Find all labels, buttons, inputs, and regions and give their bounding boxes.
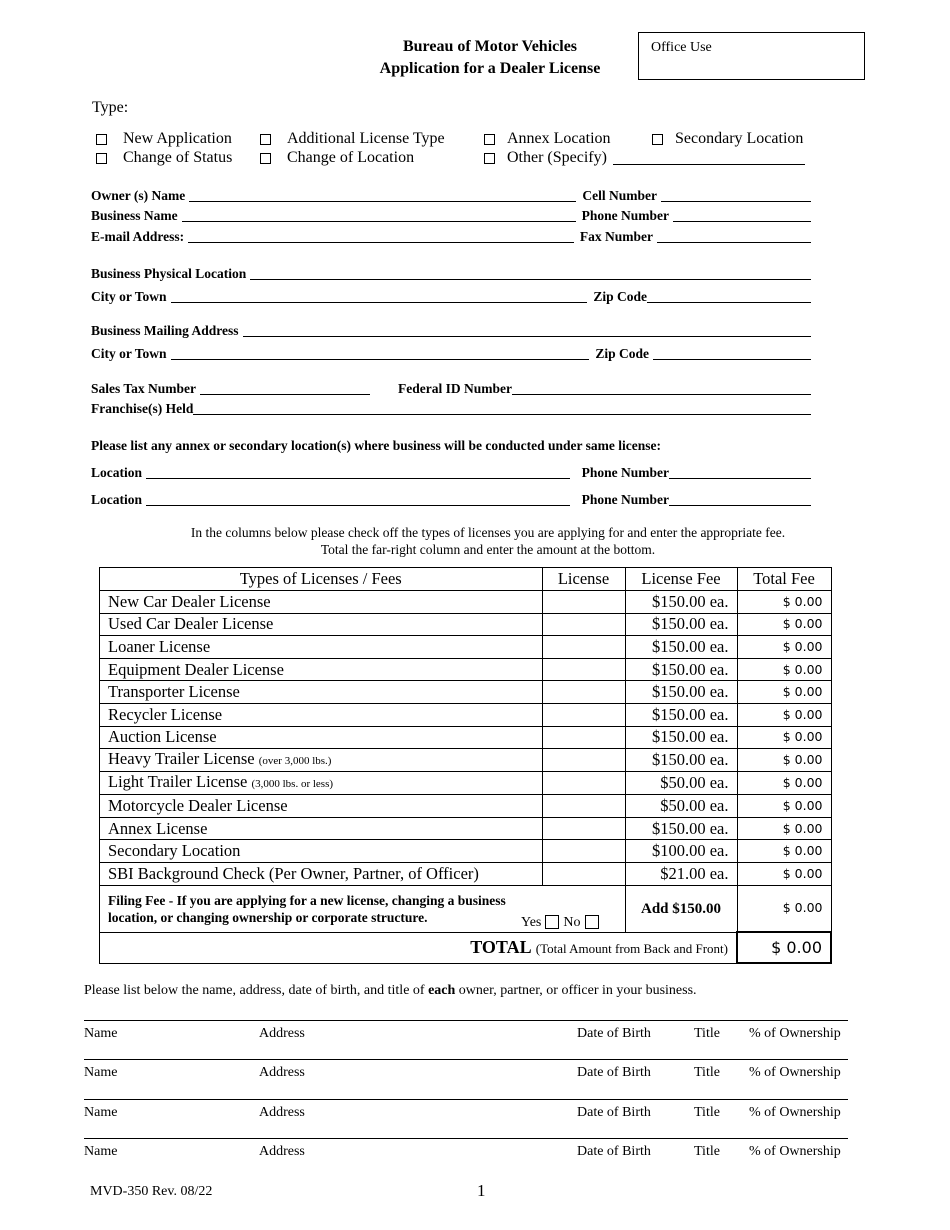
checkbox-icon[interactable] [652, 134, 663, 145]
total-fee-field[interactable]: $ 0.00 [737, 726, 831, 749]
instructions-line-1: In the columns below please check off the types of licenses you are applying for and enter the appropriate fee. [190, 525, 786, 540]
license-row [100, 658, 832, 681]
form-title [330, 36, 650, 80]
federal-id-label: Federal ID Number [398, 381, 513, 396]
business-name-label: Business Name [91, 208, 178, 223]
license-fee-table [99, 567, 832, 964]
checkbox-additional-license-type[interactable] [260, 130, 445, 148]
license-check-cell[interactable] [542, 591, 625, 614]
physical-location-label: Business Physical Location [91, 266, 247, 281]
header-license-fee: License Fee [625, 568, 737, 591]
location-label: Location [91, 465, 143, 480]
license-fee: $150.00 ea. [625, 636, 737, 659]
phone-number-label: Phone Number [581, 208, 669, 223]
annex-note: Please list any annex or secondary location(s) where business will be conducted under same license: [91, 438, 661, 453]
total-fee-field[interactable]: $ 0.00 [737, 703, 831, 726]
filing-fee-row [100, 885, 832, 932]
license-type [100, 703, 543, 726]
license-fee: $21.00 ea. [625, 862, 737, 885]
option-label: Other (Specify) [507, 149, 607, 166]
license-row [100, 681, 832, 704]
owner-column-label: Name [84, 1065, 118, 1080]
cell-number-field[interactable] [661, 188, 811, 202]
license-name: Annex License [108, 818, 208, 838]
total-fee-field[interactable]: $ 0.00 [737, 795, 831, 818]
license-row [100, 726, 832, 749]
license-fee: $50.00 ea. [625, 772, 737, 795]
license-type [100, 817, 543, 840]
header-types: Types of Licenses / Fees [100, 568, 543, 591]
license-check-cell[interactable] [542, 726, 625, 749]
total-fee-field[interactable]: $ 0.00 [737, 636, 831, 659]
license-check-cell[interactable] [542, 817, 625, 840]
owner-column-label: Date of Birth [577, 1065, 651, 1080]
location-phone-field-1[interactable] [669, 465, 811, 479]
yes-label: Yes [521, 914, 542, 930]
license-type [100, 636, 543, 659]
header-total-fee: Total Fee [737, 568, 831, 591]
zip-label: Zip Code [593, 289, 647, 304]
location-label: Location [91, 492, 143, 507]
license-check-cell[interactable] [542, 862, 625, 885]
location-phone-label: Phone Number [581, 465, 669, 480]
owner-column-label: Address [259, 1144, 305, 1159]
license-name: Equipment Dealer License [108, 659, 284, 679]
license-type [100, 772, 543, 795]
license-name: Auction License [108, 727, 217, 747]
total-fee-field[interactable]: $ 0.00 [737, 613, 831, 636]
option-label: Change of Status [123, 149, 233, 166]
filing-text-2: location, or changing ownership or corporate structure. [108, 909, 428, 925]
owner-column-label: Title [694, 1105, 720, 1120]
physical-location-field[interactable] [250, 266, 811, 280]
license-fee: $150.00 ea. [625, 726, 737, 749]
franchise-label: Franchise(s) Held [91, 401, 194, 416]
intro-text: Please list below the name, address, date of birth, and title of [84, 983, 429, 998]
checkbox-icon[interactable] [484, 153, 495, 164]
license-note: (over 3,000 lbs.) [258, 755, 332, 768]
franchise-field[interactable] [193, 401, 811, 415]
option-label: Secondary Location [675, 130, 804, 147]
filing-yes-checkbox[interactable] [545, 915, 559, 929]
option-label: Additional License Type [287, 130, 445, 147]
owner-column-label: Title [694, 1144, 720, 1159]
intro-text: owner, partner, or officer in your business. [455, 983, 697, 998]
owner-column-label: Title [694, 1065, 720, 1080]
license-name: Heavy Trailer License [108, 749, 255, 769]
office-use-box [638, 32, 865, 80]
license-type [100, 840, 543, 863]
license-fee: $150.00 ea. [625, 817, 737, 840]
federal-id-field[interactable] [512, 381, 811, 395]
checkbox-icon[interactable] [260, 153, 271, 164]
header-license: License [542, 568, 625, 591]
total-fee-field[interactable]: $ 0.00 [737, 749, 831, 772]
owner-column-label: % of Ownership [749, 1105, 841, 1120]
owner-column-label: Name [84, 1026, 118, 1041]
option-label: Annex Location [507, 130, 611, 147]
filing-no-checkbox[interactable] [585, 915, 599, 929]
filing-text-1: Filing Fee - If you are applying for a new license, changing a business [108, 892, 506, 908]
owners-intro [84, 983, 697, 999]
mailing-city-label: City or Town [91, 346, 167, 361]
license-fee: $150.00 ea. [625, 703, 737, 726]
license-type [100, 613, 543, 636]
license-name: Recycler License [108, 704, 223, 724]
license-row [100, 591, 832, 614]
no-label: No [563, 914, 581, 930]
checkbox-annex-location[interactable] [484, 130, 611, 148]
license-fee: $150.00 ea. [625, 658, 737, 681]
license-name: Transporter License [108, 682, 240, 702]
other-specify-field[interactable] [613, 151, 805, 165]
total-label: TOTAL [470, 936, 532, 957]
license-check-cell[interactable] [542, 613, 625, 636]
sales-tax-label: Sales Tax Number [91, 381, 197, 396]
license-row [100, 772, 832, 795]
total-fee-field[interactable]: $ 0.00 [737, 840, 831, 863]
owner-name-label: Owner (s) Name [91, 188, 186, 203]
license-name: Motorcycle Dealer License [108, 795, 288, 815]
total-fee-field[interactable]: $ 0.00 [737, 681, 831, 704]
grand-total-field[interactable]: $ 0.00 [737, 932, 831, 963]
checkbox-other[interactable] [484, 149, 805, 167]
license-type [100, 795, 543, 818]
checkbox-change-of-status[interactable] [96, 149, 232, 167]
location-phone-label: Phone Number [581, 492, 669, 507]
fax-number-field[interactable] [657, 229, 811, 243]
license-row [100, 636, 832, 659]
sales-tax-field[interactable] [200, 381, 370, 395]
form-number: MVD-350 Rev. 08/22 [90, 1184, 213, 1199]
location-field-2[interactable] [146, 492, 570, 506]
license-type [100, 658, 543, 681]
location-phone-field-2[interactable] [669, 492, 811, 506]
owner-entry-line[interactable] [84, 1138, 848, 1139]
mailing-zip-field[interactable] [653, 346, 811, 360]
license-check-cell[interactable] [542, 795, 625, 818]
intro-bold: each [428, 983, 456, 998]
owner-column-label: % of Ownership [749, 1065, 841, 1080]
owner-column-label: % of Ownership [749, 1144, 841, 1159]
checkbox-change-of-location[interactable] [260, 149, 414, 167]
owner-column-label: Date of Birth [577, 1144, 651, 1159]
owner-column-label: Date of Birth [577, 1105, 651, 1120]
filing-fee: Add $150.00 [625, 885, 737, 932]
email-label: E-mail Address: [91, 229, 185, 244]
license-check-cell[interactable] [542, 681, 625, 704]
license-check-cell[interactable] [542, 749, 625, 772]
checkbox-secondary-location[interactable] [652, 130, 803, 148]
checkbox-new-application[interactable] [96, 130, 232, 148]
license-check-cell[interactable] [542, 840, 625, 863]
license-type [100, 862, 543, 885]
license-name: Secondary Location [108, 841, 241, 861]
license-name: SBI Background Check (Per Owner, Partner, of Officer) [108, 863, 479, 883]
email-field[interactable] [188, 229, 574, 243]
license-type [100, 681, 543, 704]
license-type [100, 726, 543, 749]
license-fee: $50.00 ea. [625, 795, 737, 818]
checkbox-icon[interactable] [96, 134, 107, 145]
owner-column-label: % of Ownership [749, 1026, 841, 1041]
option-label: New Application [123, 130, 232, 147]
city-label: City or Town [91, 289, 167, 304]
title-line-2: Application for a Dealer License [379, 60, 601, 77]
phone-number-field[interactable] [673, 208, 811, 222]
owner-column-label: Name [84, 1144, 118, 1159]
license-row [100, 862, 832, 885]
owner-column-label: Name [84, 1105, 118, 1120]
total-fee-field[interactable]: $ 0.00 [737, 772, 831, 795]
zip-field[interactable] [647, 289, 811, 303]
license-row [100, 840, 832, 863]
license-name: Used Car Dealer License [108, 614, 274, 634]
owner-entry-line[interactable] [84, 1099, 848, 1100]
mailing-address-label: Business Mailing Address [91, 323, 239, 338]
total-fee-field[interactable]: $ 0.00 [737, 817, 831, 840]
filing-total-field[interactable]: $ 0.00 [737, 885, 831, 932]
owner-entry-line[interactable] [84, 1059, 848, 1060]
license-fee: $100.00 ea. [625, 840, 737, 863]
location-field-1[interactable] [146, 465, 570, 479]
license-name: New Car Dealer License [108, 591, 271, 611]
license-check-cell[interactable] [542, 636, 625, 659]
license-check-cell[interactable] [542, 703, 625, 726]
owner-entry-line[interactable] [84, 1020, 848, 1021]
total-fee-field[interactable]: $ 0.00 [737, 862, 831, 885]
checkbox-icon[interactable] [484, 134, 495, 145]
title-line-1: Bureau of Motor Vehicles [402, 38, 578, 55]
mailing-city-field[interactable] [171, 346, 590, 360]
mailing-address-field[interactable] [243, 323, 811, 337]
license-type [100, 591, 543, 614]
license-row [100, 613, 832, 636]
license-row [100, 817, 832, 840]
license-row [100, 749, 832, 772]
license-name: Loaner License [108, 636, 211, 656]
option-label: Change of Location [287, 149, 415, 166]
license-name: Light Trailer License [108, 772, 248, 792]
type-label: Type: [92, 99, 129, 116]
license-fee: $150.00 ea. [625, 749, 737, 772]
license-fee: $150.00 ea. [625, 591, 737, 614]
owner-column-label: Address [259, 1026, 305, 1041]
page-number: 1 [477, 1181, 486, 1200]
cell-number-label: Cell Number [582, 188, 657, 203]
license-check-cell[interactable] [542, 772, 625, 795]
license-fee: $150.00 ea. [625, 613, 737, 636]
owner-name-field[interactable] [189, 188, 576, 202]
license-note: (3,000 lbs. or less) [251, 778, 334, 791]
mailing-zip-label: Zip Code [595, 346, 649, 361]
total-fee-field[interactable]: $ 0.00 [737, 591, 831, 614]
total-fee-field[interactable]: $ 0.00 [737, 658, 831, 681]
license-row [100, 703, 832, 726]
total-row [100, 932, 832, 963]
total-note: (Total Amount from Back and Front) [535, 940, 728, 956]
license-check-cell[interactable] [542, 658, 625, 681]
business-name-field[interactable] [182, 208, 576, 222]
checkbox-icon[interactable] [96, 153, 107, 164]
instructions-line-2: Total the far-right column and enter the amount at the bottom. [320, 542, 656, 557]
city-field[interactable] [171, 289, 588, 303]
owner-column-label: Date of Birth [577, 1026, 651, 1041]
license-fee: $150.00 ea. [625, 681, 737, 704]
license-type [100, 749, 543, 772]
fax-number-label: Fax Number [579, 229, 653, 244]
checkbox-icon[interactable] [260, 134, 271, 145]
office-use-label: Office Use [651, 40, 712, 55]
owner-column-label: Address [259, 1065, 305, 1080]
owner-column-label: Title [694, 1026, 720, 1041]
owner-column-label: Address [259, 1105, 305, 1120]
license-row [100, 795, 832, 818]
